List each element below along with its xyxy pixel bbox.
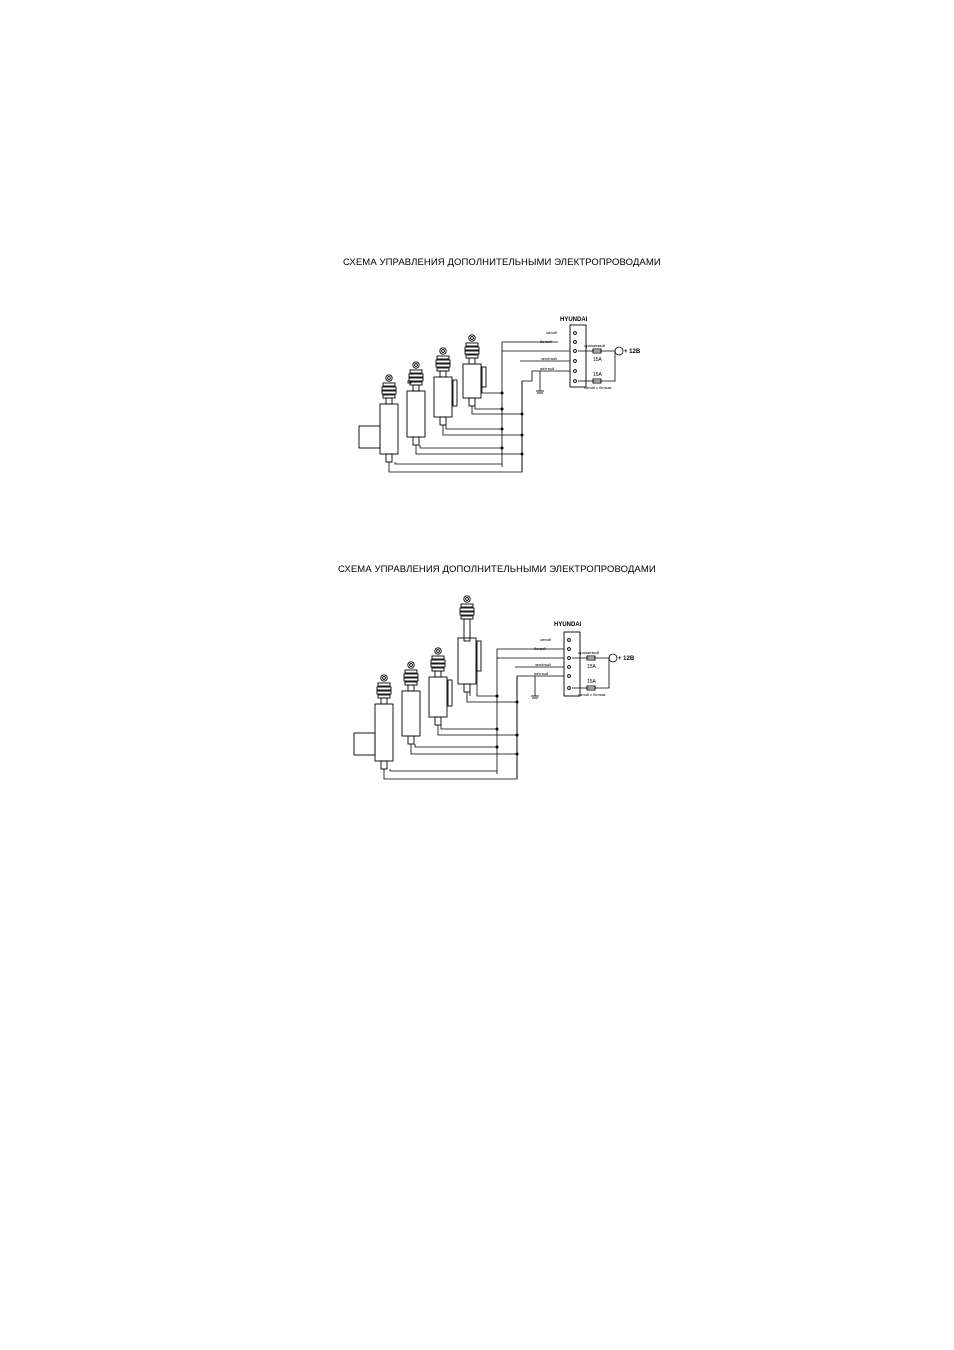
brand-label: HYUNDAI	[554, 622, 582, 628]
fuse-label-2: 15А	[593, 372, 602, 378]
actuator-4	[463, 335, 486, 406]
wires	[389, 342, 623, 472]
actuators	[354, 596, 481, 769]
wire-label-1: синий	[540, 637, 551, 642]
power-wire-label: оранжевый	[578, 650, 600, 655]
power-label: + 12В	[618, 656, 635, 662]
wire-label-3: зелёный	[541, 356, 557, 361]
fuse-label-1: 15А	[593, 357, 602, 363]
diagram-title: СХЕМА УПРАВЛЕНИЯ ДОПОЛНИТЕЛЬНЫМИ ЭЛЕКТРОПРОВОДАМИ	[343, 257, 661, 268]
actuator-3	[434, 348, 457, 425]
wiring-schematic	[350, 285, 650, 485]
wire-label-2: белый	[540, 339, 552, 344]
wire-label-2: белый	[534, 646, 546, 651]
fuse-label-2: 15А	[587, 679, 596, 685]
diagram-title: СХЕМА УПРАВЛЕНИЯ ДОПОЛНИТЕЛЬНЫМИ ЭЛЕКТРОПРОВОДАМИ	[338, 564, 656, 575]
actuator-2	[407, 362, 425, 445]
wire-junctions	[501, 392, 524, 456]
actuators	[359, 335, 486, 462]
wire-label-3: зелёный	[535, 662, 551, 667]
power-label: + 12В	[624, 349, 641, 355]
wiring-schematic	[345, 592, 645, 792]
wire-junctions	[496, 695, 519, 756]
wire-label-4: жёлтый	[534, 671, 549, 676]
wire-label-1: синий	[546, 330, 557, 335]
wires	[384, 649, 617, 779]
fuse-label-1: 15А	[587, 664, 596, 670]
actuator-2	[402, 662, 420, 744]
battery-wire-label: синий с белым	[584, 385, 612, 390]
wire-label-4: жёлтый	[540, 366, 555, 371]
brand-label: HYUNDAI	[560, 317, 588, 323]
power-wire-label: оранжевый	[584, 343, 606, 348]
actuator-4	[458, 596, 481, 692]
battery-wire-label: синий с белым	[578, 692, 606, 697]
actuator-1	[359, 375, 398, 462]
actuator-3	[429, 648, 452, 725]
actuator-1	[354, 675, 393, 769]
